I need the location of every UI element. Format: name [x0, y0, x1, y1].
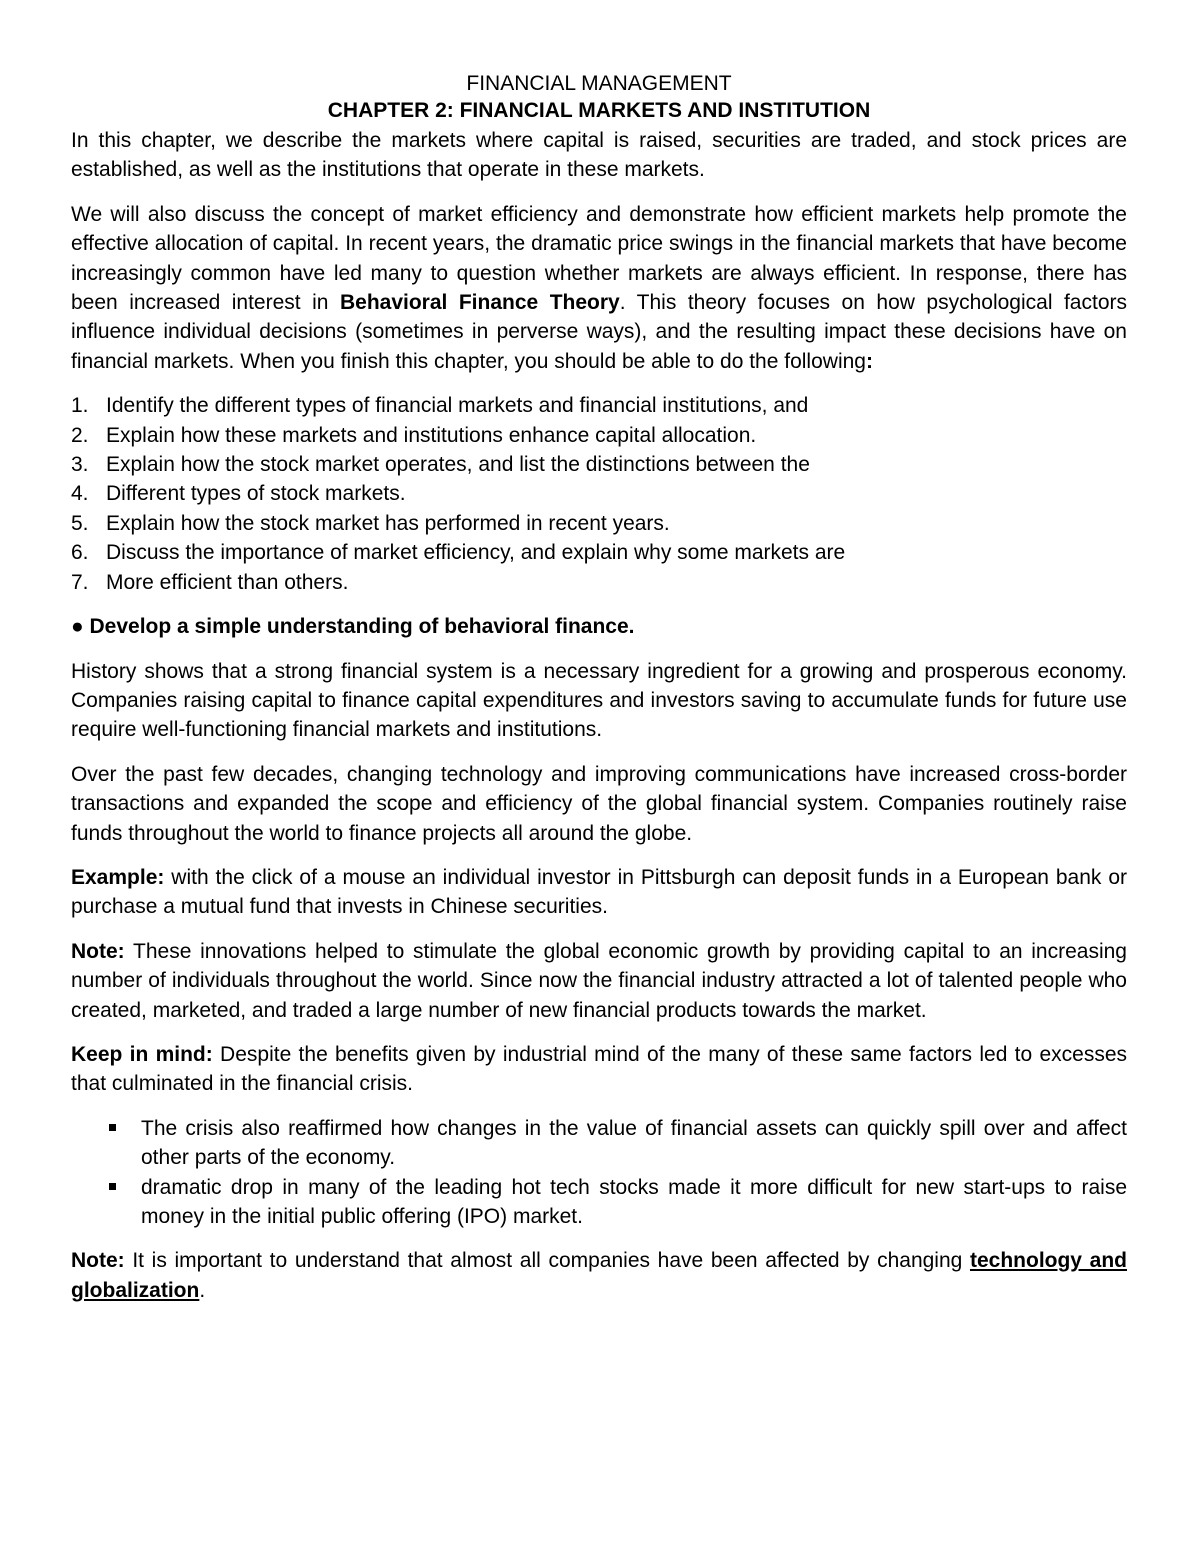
list-item-number: 6. [71, 541, 89, 565]
note-label: Note: [71, 939, 125, 963]
list-item-text: Explain how the stock market operates, and list the distinctions between the [106, 453, 810, 477]
technology-globalization-term: technology and globalization [71, 1249, 1127, 1302]
efficiency-text-b: . This theory focuses on how psychological factors influence individual decisions (sometimes in perverse ways), and the resulting impact these decisions have on financial markets. When you finish this chapter, you should be able to do the following [71, 291, 1127, 373]
note-text: These innovations helped to stimulate the global economic growth by providing capital to an increasing number of individuals throughout the world. Since now the financial industry attracted a lot of talented people who created, marketed, and traded a large number of new financial products towards the market. [71, 939, 1127, 1022]
list-item-text: Explain how the stock market has performed in recent years. [106, 511, 670, 535]
list-item [71, 568, 1127, 597]
list-item-text: Discuss the importance of market efficiency, and explain why some markets are [106, 541, 846, 565]
list-item [71, 538, 1127, 567]
efficiency-paragraph [71, 200, 1127, 376]
behavioral-finance-term: Behavioral Finance Theory [339, 291, 620, 315]
list-item-text: Different types of stock markets. [106, 482, 406, 506]
list-item [71, 1114, 1127, 1173]
efficiency-text-a: We will also discuss the concept of market efficiency and demonstrate how efficient markets help promote the effective allocation of capital. In recent years, the dramatic price swings in the financial markets that have become increasingly common have led many to question whether markets are always efficient. In response, there has been increased interest in [71, 202, 1127, 315]
chapter-heading: CHAPTER 2: FINANCIAL MARKETS AND INSTITUTION [327, 99, 871, 122]
note-paragraph [71, 937, 1127, 1025]
list-item-number: 3. [71, 453, 89, 477]
list-item-text: Explain how these markets and institutions enhance capital allocation. [106, 423, 757, 447]
document-title: FINANCIAL MANAGEMENT [466, 72, 732, 95]
efficiency-colon: : [865, 349, 873, 373]
final-note-label: Note: [71, 1249, 125, 1273]
list-item [71, 479, 1127, 508]
behavioral-finance-bullet: ● Develop a simple understanding of behavioral finance. [71, 615, 635, 639]
example-label: Example: [71, 865, 165, 889]
objectives-list [71, 391, 1127, 597]
keep-in-mind-text: Despite the benefits given by industrial mind of the many of these same factors led to excesses that culminated in the financial crisis. [71, 1042, 1128, 1096]
intro-paragraph: In this chapter, we describe the markets where capital is raised, securities are traded, and stock prices are established, as well as the institutions that operate in these markets. [71, 129, 1127, 182]
list-item [71, 450, 1127, 479]
keep-in-mind-paragraph [71, 1040, 1127, 1099]
list-item-number: 1. [71, 394, 89, 418]
list-item-number: 4. [71, 482, 89, 506]
list-item [71, 1173, 1127, 1232]
list-item-text: More efficient than others. [106, 570, 349, 594]
square-bullet-icon [109, 1183, 116, 1190]
list-item-number: 2. [71, 423, 89, 447]
example-text: with the click of a mouse an individual investor in Pittsburgh can deposit funds in a European bank or purchase a mutual fund that invests in Chinese securities. [71, 865, 1127, 919]
final-note-end: . [199, 1278, 206, 1302]
list-item-number: 5. [71, 511, 89, 535]
keep-in-mind-label: Keep in mind: [71, 1042, 213, 1066]
list-item [71, 509, 1127, 538]
example-paragraph [71, 863, 1127, 922]
square-bullet-icon [109, 1124, 116, 1131]
document-page [71, 70, 1127, 1320]
list-item [71, 421, 1127, 450]
history-paragraph: History shows that a strong financial system is a necessary ingredient for a growing and prosperous economy. Companies raising capital to finance capital expenditures and investors saving to accumulate funds for future use require well-functioning financial markets and institutions. [71, 659, 1127, 742]
list-item-text: The crisis also reaffirmed how changes in the value of financial assets can quickly spill over and affect other parts of the economy. [141, 1116, 1127, 1170]
final-note-text: It is important to understand that almost all companies have been affected by changing [124, 1249, 970, 1273]
list-item-text: Identify the different types of financial markets and financial institutions, and [106, 394, 809, 418]
list-item [71, 391, 1127, 420]
list-item-text: dramatic drop in many of the leading hot tech stocks made it more difficult for new start-ups to raise money in the initial public offering (IPO) market. [141, 1175, 1127, 1228]
decades-paragraph: Over the past few decades, changing technology and improving communications have increased cross-border transactions and expanded the scope and efficiency of the global financial system. Companies routinely raise funds throughout the world to finance projects all around the globe. [71, 762, 1127, 845]
list-item-number: 7. [71, 570, 89, 594]
final-note-paragraph [71, 1246, 1127, 1305]
crisis-points-list [71, 1114, 1127, 1232]
